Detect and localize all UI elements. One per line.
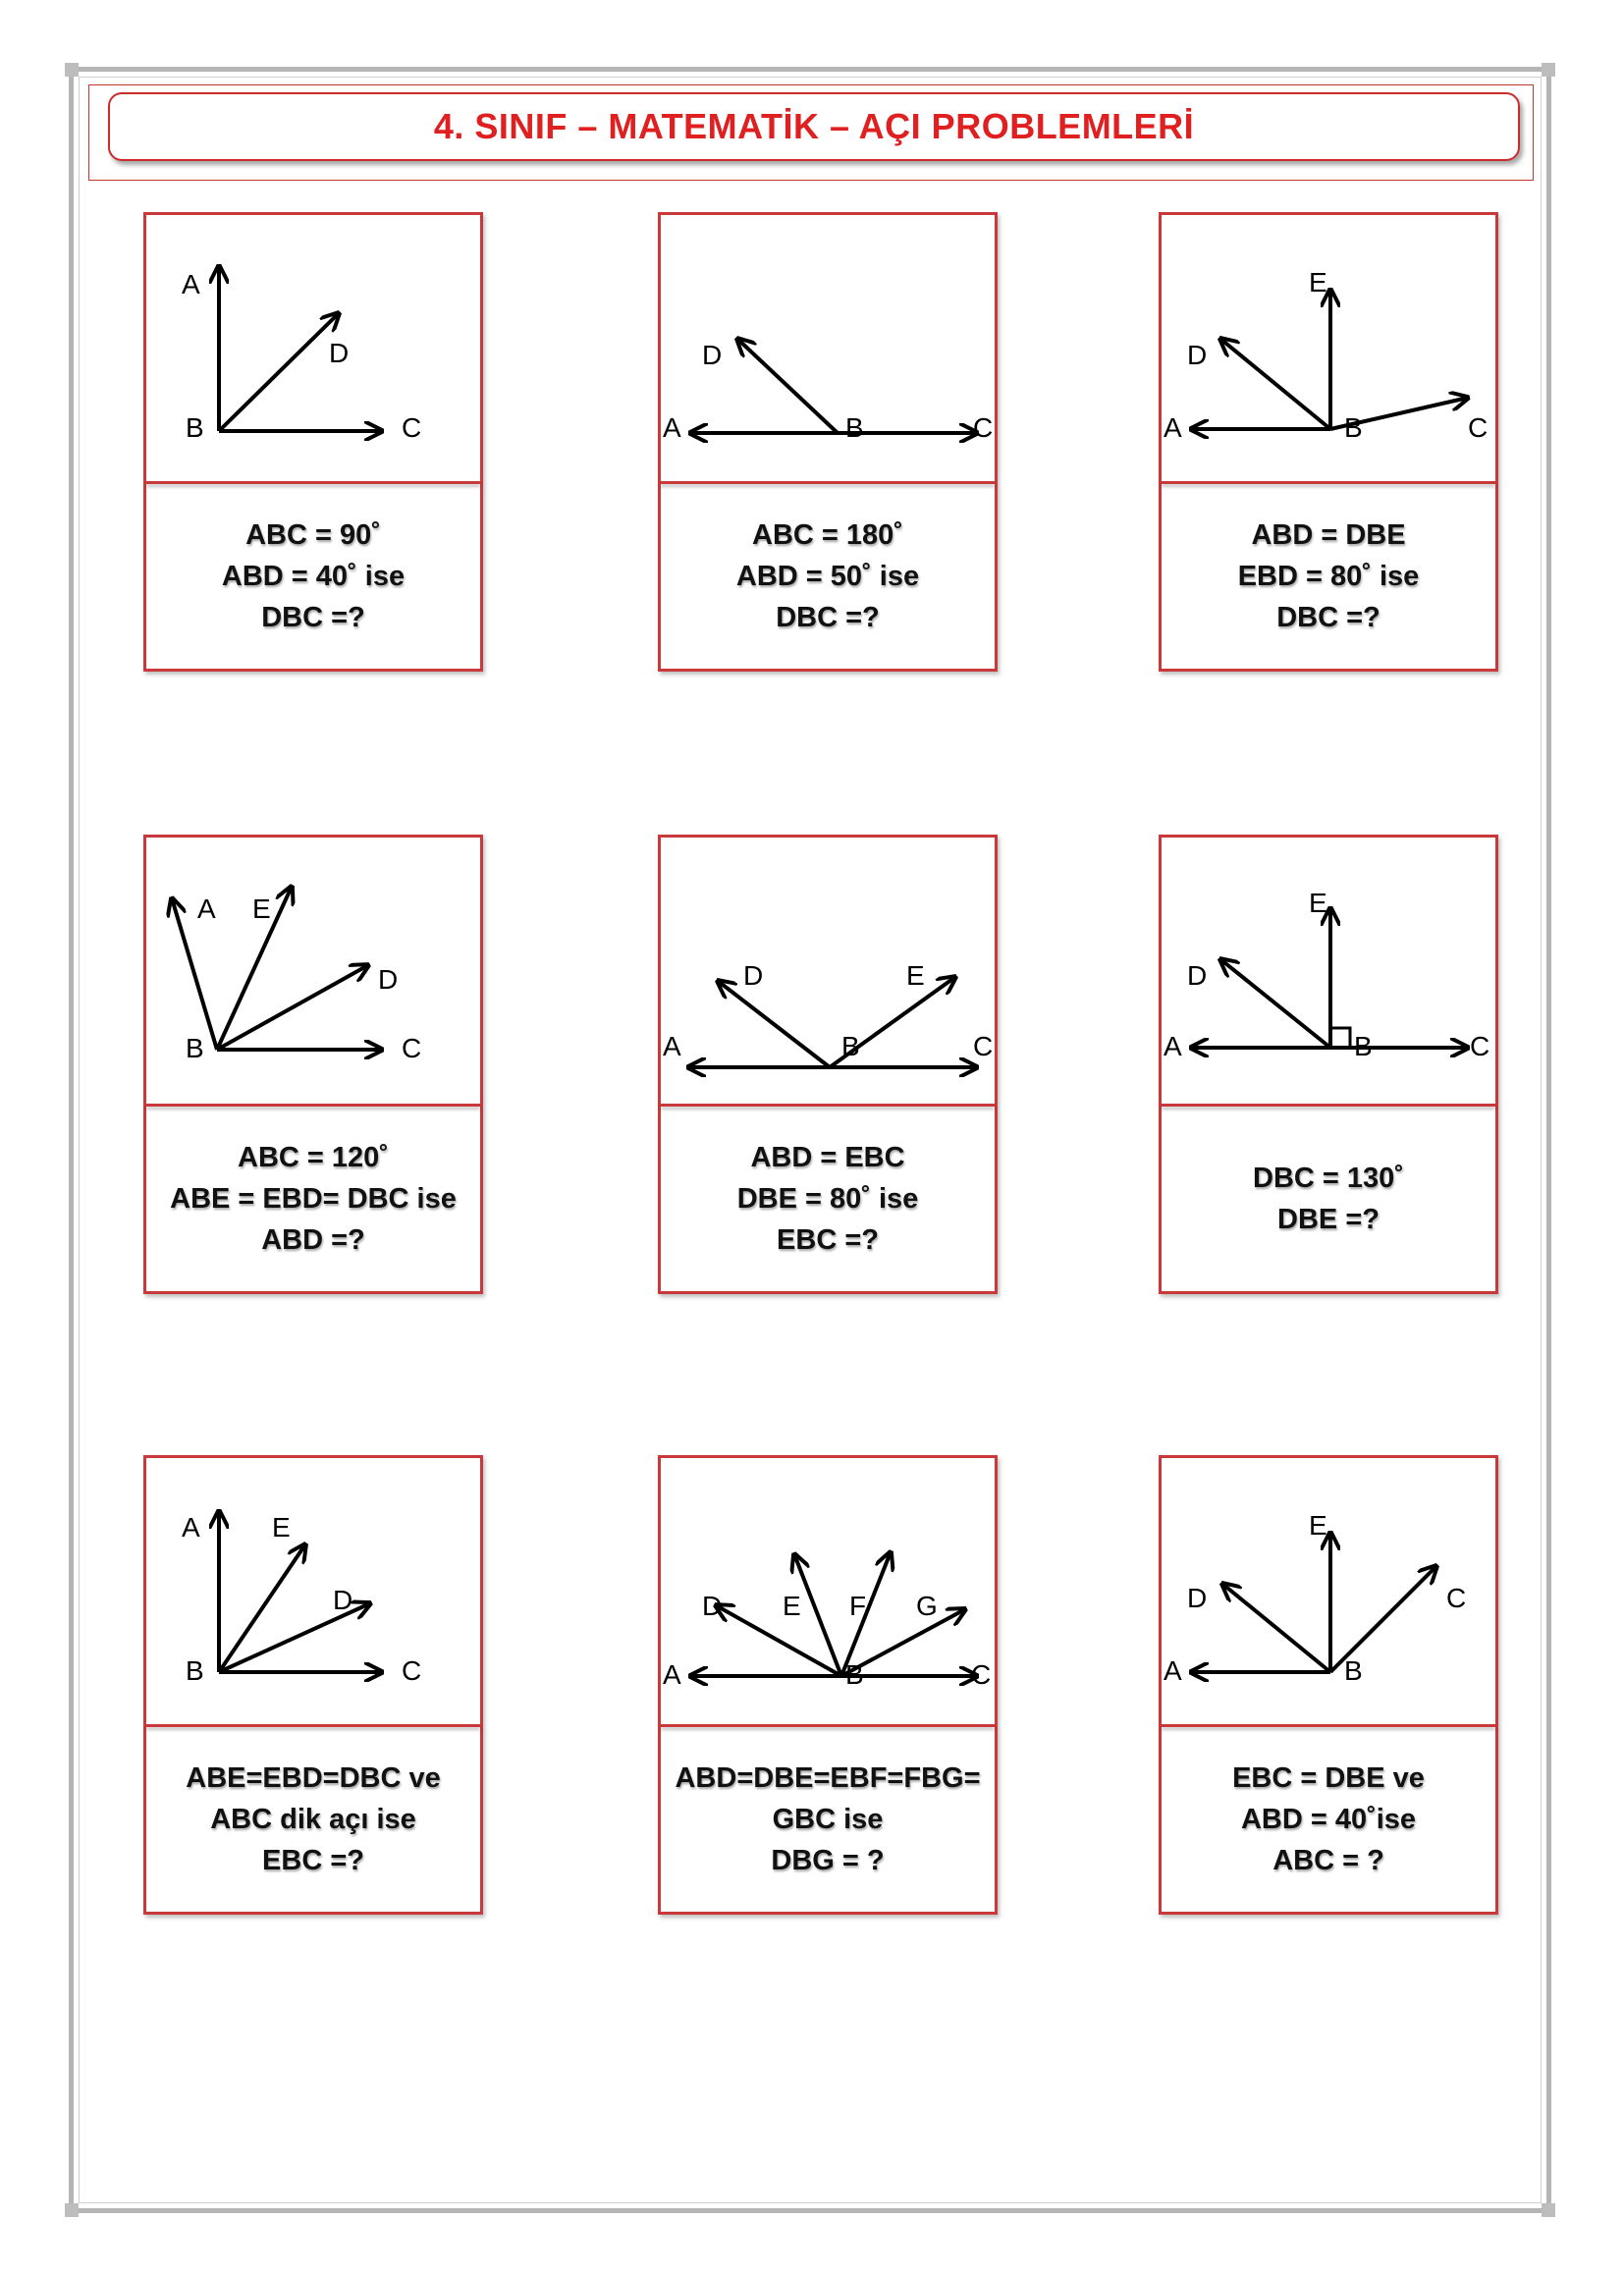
point-label: B (1344, 1655, 1363, 1686)
problem-line: ABC dik açı ise (210, 1804, 416, 1835)
problem-card-6 (1159, 835, 1498, 1294)
angle-diagram (1162, 215, 1495, 484)
right-angle-mark (1330, 1028, 1350, 1048)
problem-line: DBE =? (1277, 1204, 1380, 1235)
point-label: A (1164, 1655, 1182, 1686)
problem-text (146, 1727, 480, 1912)
point-label: D (1187, 960, 1208, 991)
angle-diagram (661, 1458, 995, 1727)
point-label: C (1468, 412, 1489, 443)
problem-text (661, 1727, 995, 1912)
problem-card-4 (143, 835, 483, 1294)
point-label: C (1470, 1031, 1490, 1061)
point-label: A (663, 1031, 681, 1061)
frame-corner (1542, 2203, 1555, 2217)
point-label: G (916, 1591, 938, 1621)
problem-card-5 (658, 835, 998, 1294)
problem-line: GBC ise (772, 1804, 884, 1835)
problem-card-8 (658, 1455, 998, 1915)
frame-corner (1542, 63, 1555, 77)
problem-text (1162, 1727, 1495, 1912)
point-label: E (783, 1591, 801, 1621)
problem-line: DBG = ? (771, 1845, 885, 1876)
problem-line: EBC =? (262, 1845, 364, 1876)
point-label: E (272, 1512, 291, 1543)
point-label: A (663, 1659, 681, 1690)
problem-line: ABE=EBD=DBC ve (186, 1762, 441, 1794)
problem-text (146, 484, 480, 669)
problem-line: ABD =? (261, 1224, 365, 1256)
point-label: A (182, 1512, 200, 1543)
problem-line: ABD = 40˚ ise (221, 561, 406, 592)
point-label: D (333, 1585, 353, 1615)
point-label: B (1344, 412, 1363, 443)
problem-line: DBC = 130˚ (1253, 1163, 1404, 1194)
problem-line: ABD = 40˚ise (1240, 1804, 1417, 1835)
point-label: A (1164, 412, 1182, 443)
point-label: D (743, 960, 764, 991)
point-label: D (378, 964, 399, 995)
point-label: A (197, 893, 216, 924)
problem-card-2 (658, 212, 998, 672)
point-label: D (702, 340, 723, 370)
problem-card-3 (1159, 212, 1498, 672)
angle-diagram (146, 215, 480, 484)
problem-line: ABD = DBE (1251, 519, 1406, 551)
point-label: F (849, 1591, 867, 1621)
angle-diagram (146, 838, 480, 1107)
problem-line: EBC =? (777, 1224, 879, 1256)
problem-text (1162, 1107, 1495, 1291)
point-label: C (973, 1031, 994, 1061)
point-label: B (845, 1659, 864, 1690)
problem-line: ABE = EBD= DBC ise (170, 1183, 457, 1215)
problem-line: EBD = 80˚ ise (1237, 561, 1420, 592)
page-title: 4. SINIF – MATEMATİK – AÇI PROBLEMLERİ (433, 106, 1195, 146)
point-label: B (1354, 1031, 1373, 1061)
point-label: C (971, 1659, 992, 1690)
point-label: A (182, 269, 200, 299)
problem-line: ABC = 90˚ (245, 519, 381, 551)
point-label: B (186, 1655, 204, 1686)
point-label: B (186, 412, 204, 443)
point-label: C (402, 412, 422, 443)
frame-corner (65, 63, 79, 77)
problem-text (661, 1107, 995, 1291)
angle-diagram (1162, 838, 1495, 1107)
point-label: B (841, 1031, 860, 1061)
problem-card-9 (1159, 1455, 1498, 1915)
point-label: C (1446, 1583, 1467, 1613)
problem-card-1 (143, 212, 483, 672)
angle-diagram (1162, 1458, 1495, 1727)
angle-diagram (661, 215, 995, 484)
point-label: C (973, 412, 994, 443)
point-label: C (402, 1033, 422, 1063)
point-label: E (906, 960, 925, 991)
problem-line: DBC =? (776, 602, 880, 633)
problem-text (146, 1107, 480, 1291)
point-label: D (329, 338, 350, 368)
problem-line: ABC = 180˚ (752, 519, 903, 551)
frame-corner (65, 2203, 79, 2217)
problem-line: ABC = ? (1272, 1845, 1384, 1876)
problem-card-7 (143, 1455, 483, 1915)
point-label: E (252, 893, 271, 924)
point-label: D (1187, 340, 1208, 370)
point-label: B (845, 412, 864, 443)
point-label: A (1164, 1031, 1182, 1061)
point-label: B (186, 1033, 204, 1063)
problem-text (661, 484, 995, 669)
point-label: E (1309, 267, 1327, 298)
point-label: D (702, 1591, 723, 1621)
point-label: D (1187, 1583, 1208, 1613)
angle-diagram (661, 838, 995, 1107)
point-label: E (1309, 1510, 1327, 1541)
problem-line: EBC = DBE ve (1232, 1762, 1425, 1794)
angle-diagram (146, 1458, 480, 1727)
problem-line: ABD = EBC (750, 1142, 905, 1173)
title-banner (108, 92, 1520, 161)
point-label: A (663, 412, 681, 443)
problem-line: DBE = 80˚ ise (736, 1183, 919, 1215)
problem-line: ABD=DBE=EBF=FBG= (675, 1762, 981, 1794)
problem-line: DBC =? (261, 602, 365, 633)
problem-line: ABC = 120˚ (238, 1142, 389, 1173)
point-label: C (402, 1655, 422, 1686)
problem-line: ABD = 50˚ ise (735, 561, 920, 592)
problem-text (1162, 484, 1495, 669)
problem-line: DBC =? (1276, 602, 1380, 633)
point-label: E (1309, 888, 1327, 918)
